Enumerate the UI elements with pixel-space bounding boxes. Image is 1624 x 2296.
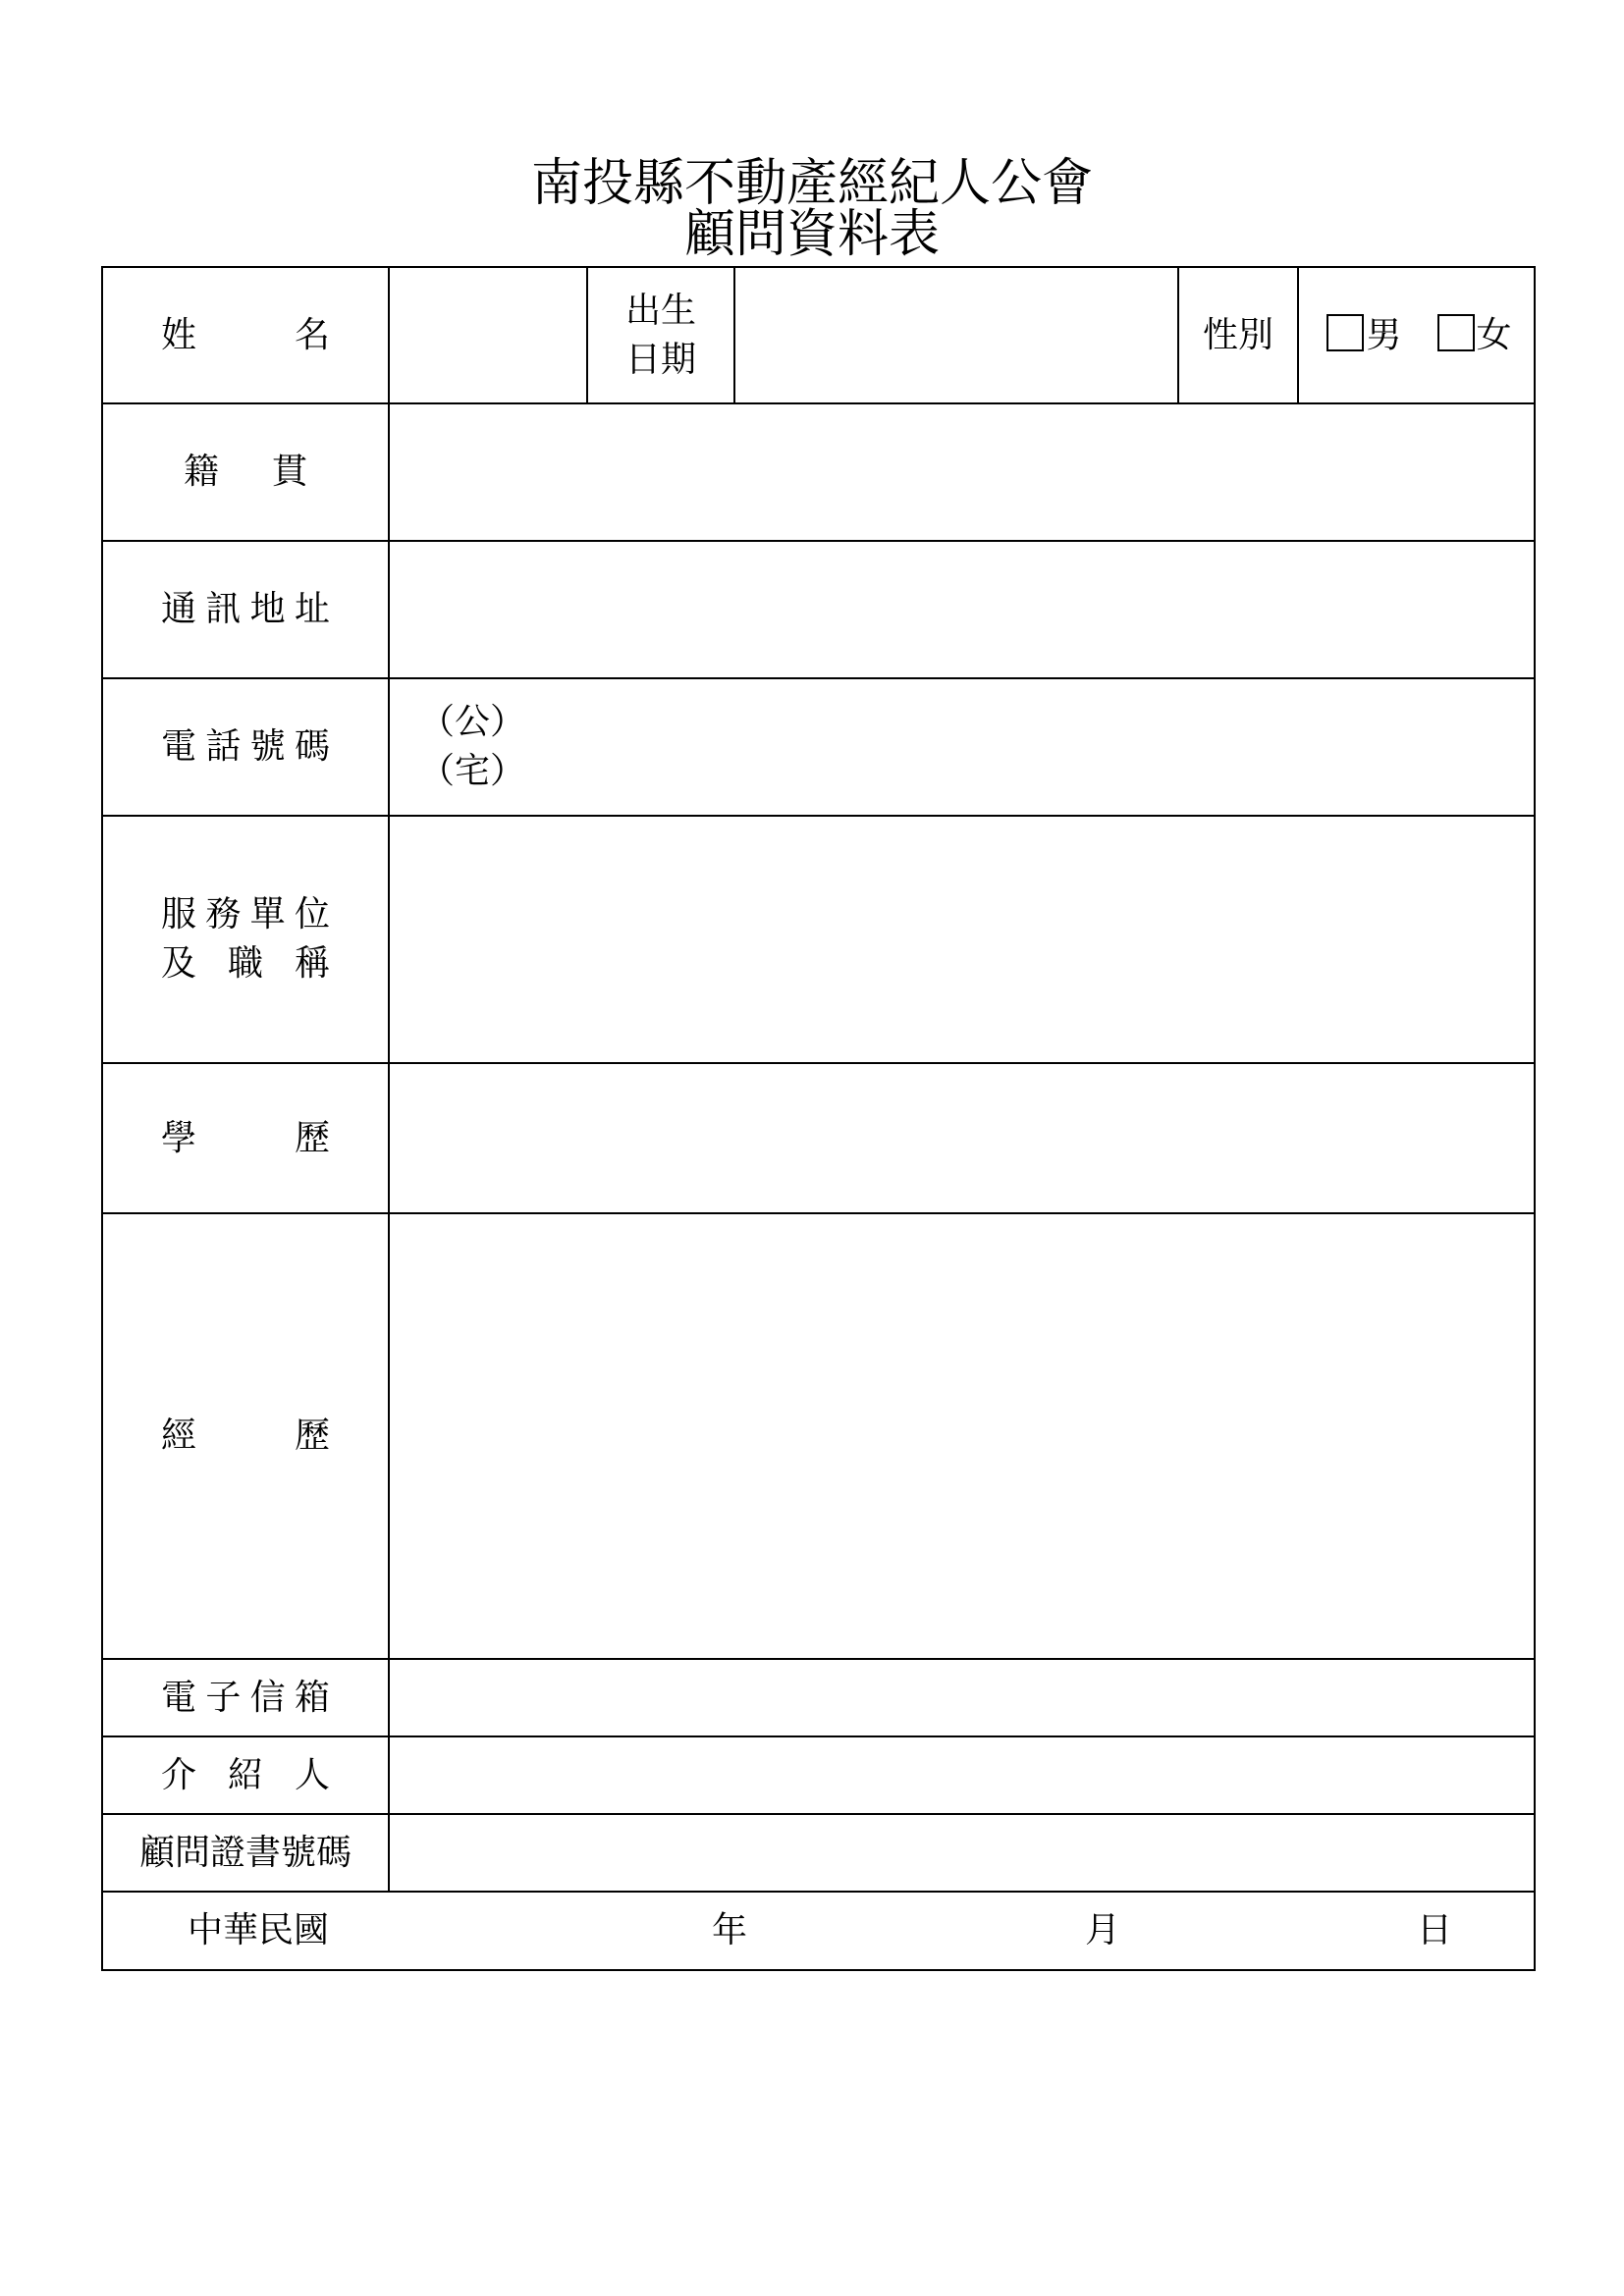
experience-label: 經歷 — [161, 1415, 330, 1456]
referrer-label: 介紹人 — [161, 1754, 330, 1795]
email-input-cell[interactable] — [389, 1659, 1535, 1736]
form-title: 南投縣不動產經紀人公會 — [530, 154, 1093, 213]
date-day: 日 — [1417, 1910, 1453, 1950]
native-place-label: 籍貫 — [184, 452, 307, 492]
email-label: 電子信箱 — [161, 1677, 330, 1718]
phone-input-cell[interactable] — [389, 678, 1535, 816]
row-address — [102, 541, 1535, 678]
male-checkbox[interactable] — [1326, 314, 1364, 351]
date-cell — [102, 1892, 1535, 1970]
gender-label-cell — [1178, 267, 1298, 403]
employer-label-line2: 及職稱 — [161, 943, 330, 984]
birth-label-line2: 日期 — [624, 339, 696, 380]
certificate-label-cell — [102, 1814, 389, 1892]
phone-office: （公） — [419, 702, 526, 742]
native-place-input-cell[interactable] — [389, 403, 1535, 541]
address-label: 通訊地址 — [161, 589, 330, 629]
phone-label: 電話號碼 — [161, 726, 330, 767]
form-subtitle: 顧問資料表 — [683, 205, 940, 264]
referrer-label-cell — [102, 1736, 389, 1814]
gender-options-cell — [1298, 267, 1535, 403]
address-input-cell[interactable] — [389, 541, 1535, 678]
phone-label-cell — [102, 678, 389, 816]
education-input-cell[interactable] — [389, 1063, 1535, 1213]
employer-label-cell — [102, 816, 389, 1063]
row-name — [102, 267, 1535, 403]
row-education — [102, 1063, 1535, 1213]
male-label: 男 — [1366, 314, 1402, 355]
date-month: 月 — [1085, 1910, 1121, 1950]
row-certificate — [102, 1814, 1535, 1892]
female-checkbox[interactable] — [1437, 314, 1475, 351]
date-year: 年 — [712, 1910, 748, 1950]
experience-label-cell — [102, 1213, 389, 1659]
name-label: 姓名 — [161, 314, 330, 355]
row-phone — [102, 678, 1535, 816]
experience-input-cell[interactable] — [389, 1213, 1535, 1659]
row-employer — [102, 816, 1535, 1063]
name-label-cell — [102, 267, 389, 403]
birth-label-cell — [587, 267, 734, 403]
row-native-place — [102, 403, 1535, 541]
employer-label-line1: 服務單位 — [161, 894, 330, 934]
birth-label-line1: 出生 — [624, 290, 696, 331]
address-label-cell — [102, 541, 389, 678]
row-experience — [102, 1213, 1535, 1659]
date-era: 中華民國 — [188, 1910, 330, 1950]
row-date — [102, 1892, 1535, 1970]
birth-input-cell[interactable] — [734, 267, 1178, 403]
row-referrer — [102, 1736, 1535, 1814]
row-email — [102, 1659, 1535, 1736]
certificate-label: 顧問證書號碼 — [138, 1832, 352, 1873]
name-input-cell[interactable] — [389, 267, 587, 403]
employer-input-cell[interactable] — [389, 816, 1535, 1063]
female-label: 女 — [1476, 314, 1512, 355]
education-label-cell — [102, 1063, 389, 1213]
gender-label: 性別 — [1202, 314, 1273, 355]
certificate-input-cell[interactable] — [389, 1814, 1535, 1892]
email-label-cell — [102, 1659, 389, 1736]
consultant-form-table — [101, 266, 1536, 1971]
referrer-input-cell[interactable] — [389, 1736, 1535, 1814]
education-label: 學歷 — [161, 1117, 330, 1158]
phone-home: （宅） — [419, 751, 526, 791]
native-place-label-cell — [102, 403, 389, 541]
